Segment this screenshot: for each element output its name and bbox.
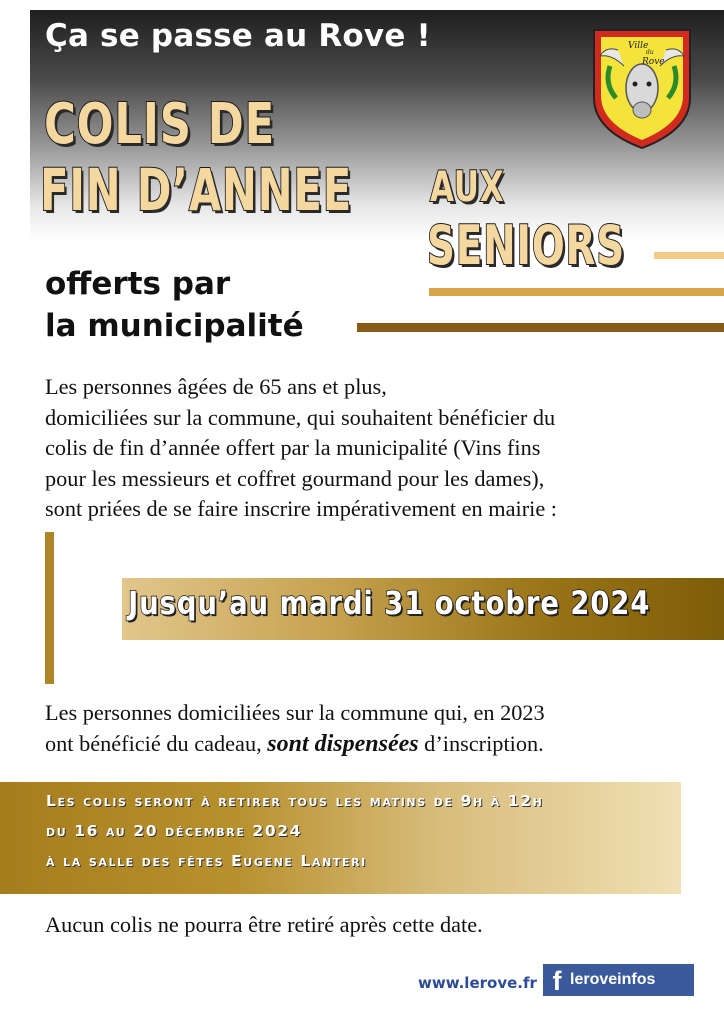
exemption-emphasis: sont dispensées — [267, 730, 419, 757]
exemption-line-2-end: d’inscription. — [418, 730, 544, 756]
deadline-text: Jusqu’au mardi 31 octobre 2024 — [128, 584, 651, 622]
facebook-page-name[interactable]: leroveinfos — [570, 971, 656, 988]
facebook-f-icon: f — [552, 966, 562, 996]
title-line-2: FIN D’ANNEE — [40, 156, 353, 224]
crest-text-rove: Rove — [642, 57, 665, 67]
crest-text-du: du — [646, 49, 654, 56]
exemption-paragraph — [45, 698, 695, 759]
town-crest-logo — [590, 26, 694, 152]
intro-line-1: Les personnes âgées de 65 ans et plus, — [45, 374, 387, 399]
pickup-line-2: du 16 au 20 décembre 2024 — [46, 822, 302, 840]
exemption-line-1: Les personnes domiciliées sur la commune qui, en 2023 — [45, 700, 545, 725]
title-seniors: SENIORS — [427, 214, 626, 277]
exemption-line-2-start: ont bénéficié du cadeau, — [45, 730, 268, 756]
website-link[interactable]: www.lerove.fr — [418, 974, 537, 992]
closing-note: Aucun colis ne pourra être retiré après cette date. — [45, 912, 483, 937]
intro-line-5: sont priées de se faire inscrire impérativement en mairie : — [45, 496, 558, 521]
decor-rule-1 — [654, 252, 724, 259]
pickup-line-1: Les colis seront à retirer tous les matins de 9h à 12h — [46, 792, 544, 810]
subtitle-line-2: la municipalité — [45, 308, 304, 344]
decor-vertical-bar — [45, 532, 54, 684]
decor-rule-2 — [429, 288, 724, 296]
subtitle-line-1: offerts par — [45, 266, 231, 302]
tagline: Ça se passe au Rove ! — [45, 18, 431, 54]
title-aux: AUX — [430, 162, 505, 211]
exemption-line-2 — [45, 729, 695, 760]
crest-text-ville: Ville — [628, 41, 649, 51]
decor-rule-3 — [357, 323, 724, 332]
title-line-1: COLIS DE — [44, 92, 276, 157]
intro-line-4: pour les messieurs et coffret gourmand pour les dames), — [45, 465, 545, 491]
intro-line-3: colis de fin d’année offert par la municipalité (Vins fins — [45, 435, 541, 460]
intro-line-2: domiciliées sur la commune, qui souhaitent bénéficier du — [45, 404, 556, 430]
pickup-line-3: à la salle des fêtes Eugene Lanteri — [46, 852, 367, 870]
intro-paragraph — [45, 372, 695, 525]
